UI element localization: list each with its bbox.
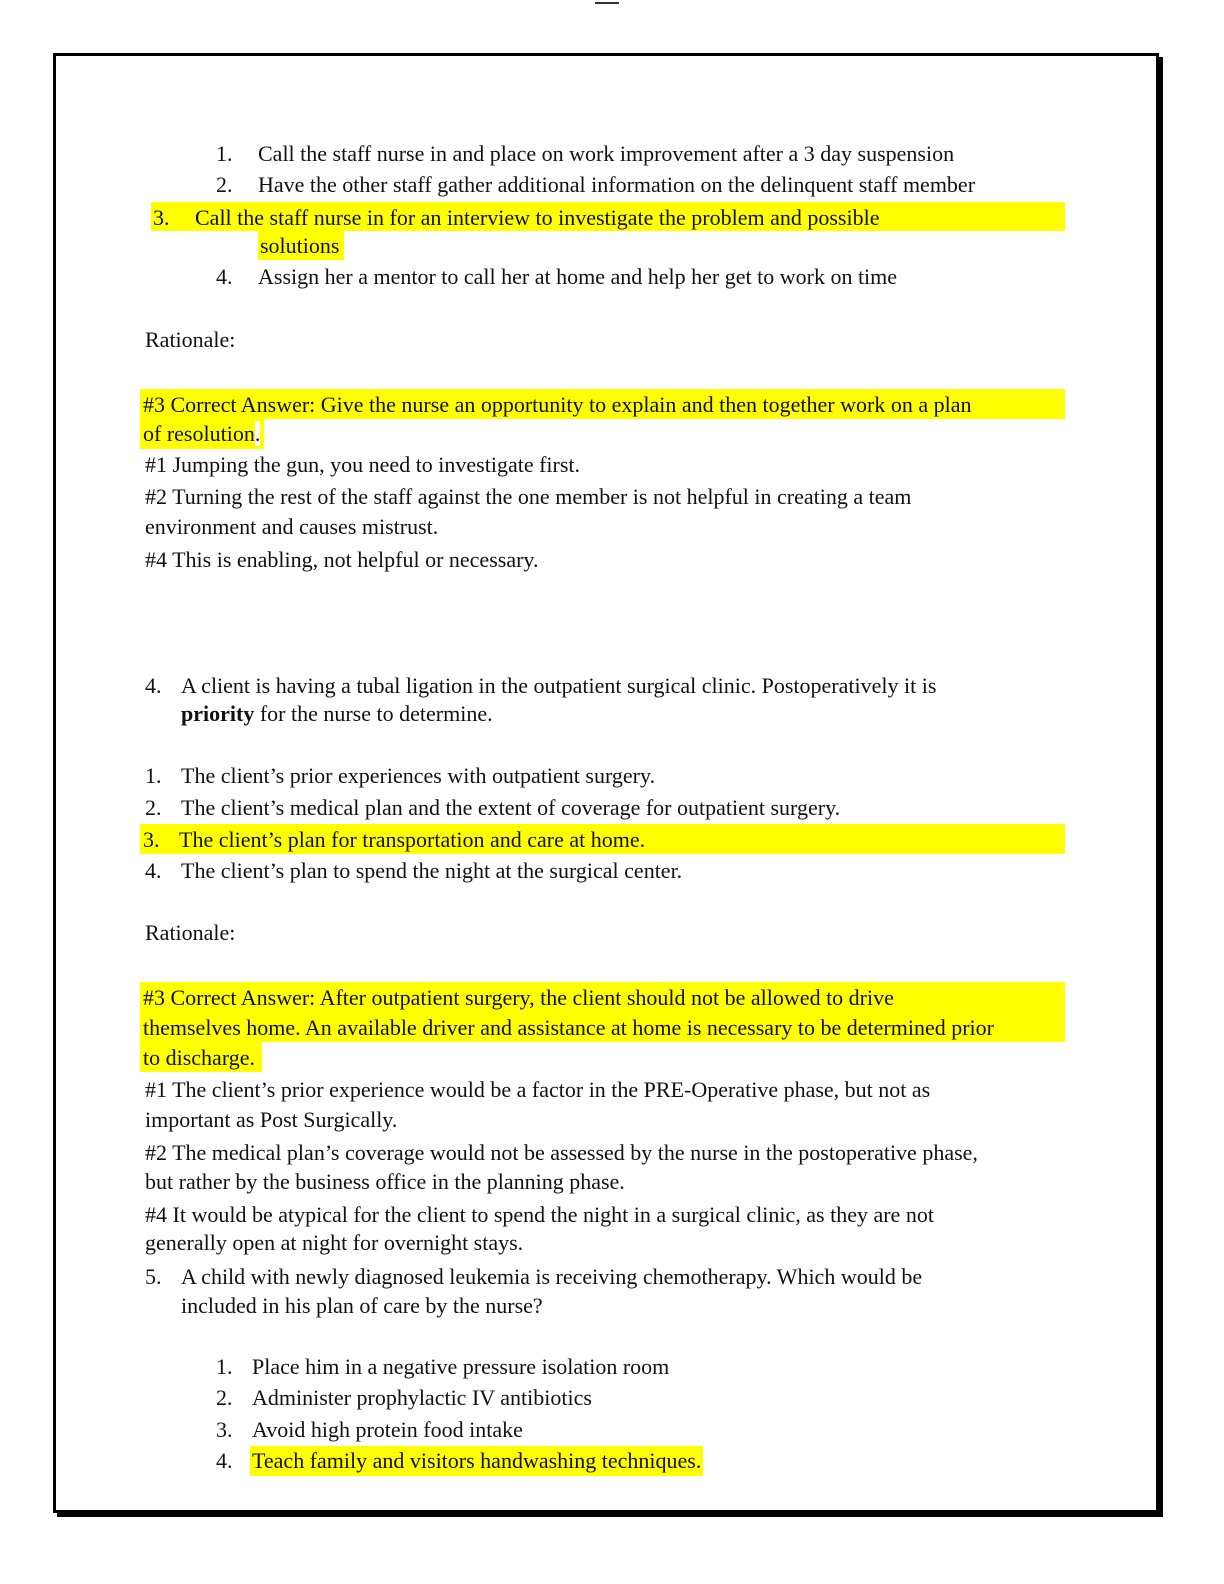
q4-correct-answer-line2: themselves home. An available driver and assistance at home is necessary to be determined prior <box>143 1015 994 1040</box>
q4-correct-answer-line1: #3 Correct Answer: After outpatient surgery, the client should not be allowed to drive <box>143 985 894 1010</box>
q5-option-4-number: 4. <box>216 1448 233 1473</box>
q5-stem-line2: included in his plan of care by the nurse? <box>181 1293 543 1318</box>
q3-option-4-number: 4. <box>216 264 233 289</box>
q4-option-1-number: 1. <box>145 763 162 788</box>
q4-option-4-text: The client’s plan to spend the night at the surgical center. <box>181 858 683 883</box>
q5-number: 5. <box>145 1264 162 1289</box>
q3-rationale-label: Rationale: <box>145 327 236 352</box>
q4-correct-answer-line3: to discharge. <box>143 1045 256 1070</box>
q5-option-3-number: 3. <box>216 1417 233 1442</box>
q4-rationale-label: Rationale: <box>145 920 236 945</box>
q3-option-3-number: 3. <box>153 205 170 230</box>
q4-option-3-number: 3. <box>143 827 160 852</box>
q5-option-2-number: 2. <box>216 1385 233 1410</box>
q3-rationale-4: #4 This is enabling, not helpful or necessary. <box>145 547 539 572</box>
q4-option-3-text: The client’s plan for transportation and care at home. <box>179 827 646 852</box>
q3-option-1-number: 1. <box>216 141 233 166</box>
q4-rationale-2-line1: #2 The medical plan’s coverage would not be assessed by the nurse in the postoperative phase, <box>145 1140 978 1165</box>
q4-stem-line2: priority for the nurse to determine. <box>181 701 493 726</box>
q4-rationale-2-line2: but rather by the business office in the planning phase. <box>145 1169 625 1194</box>
q4-option-1-text: The client’s prior experiences with outpatient surgery. <box>181 763 656 788</box>
q3-option-3-text-line1: Call the staff nurse in for an interview to investigate the problem and possible <box>195 205 880 230</box>
q4-stem-line1: A client is having a tubal ligation in the outpatient surgical clinic. Postoperatively it is <box>181 673 937 698</box>
top-page-mark <box>595 2 619 4</box>
q5-option-3-text: Avoid high protein food intake <box>252 1417 523 1442</box>
q5-option-1-number: 1. <box>216 1354 233 1379</box>
q4-rationale-1-line1: #1 The client’s prior experience would be a factor in the PRE-Operative phase, but not as <box>145 1077 931 1102</box>
q5-option-1-text: Place him in a negative pressure isolation room <box>252 1354 670 1379</box>
q4-rationale-4-line2: generally open at night for overnight stays. <box>145 1230 524 1255</box>
q3-rationale-2-line1: #2 Turning the rest of the staff against the one member is not helpful in creating a team <box>145 484 912 509</box>
q4-number: 4. <box>145 673 162 698</box>
q5-option-4-text: Teach family and visitors handwashing techniques. <box>250 1446 703 1476</box>
q5-stem-line1: A child with newly diagnosed leukemia is receiving chemotherapy. Which would be <box>181 1264 923 1289</box>
q3-option-3-text-line2: solutions <box>260 233 340 258</box>
q5-option-2-text: Administer prophylactic IV antibiotics <box>252 1385 592 1410</box>
q4-rationale-1-line2: important as Post Surgically. <box>145 1107 398 1132</box>
q4-rationale-4-line1: #4 It would be atypical for the client to spend the night in a surgical clinic, as they are not <box>145 1202 934 1227</box>
q4-stem-priority: priority <box>181 701 255 726</box>
q3-correct-answer-line2: of resolution. <box>143 421 261 446</box>
q3-option-2-number: 2. <box>216 172 233 197</box>
q4-option-2-number: 2. <box>145 795 162 820</box>
q4-option-2-text: The client’s medical plan and the extent of coverage for outpatient surgery. <box>181 795 841 820</box>
q3-rationale-2-line2: environment and causes mistrust. <box>145 514 439 539</box>
q3-correct-answer-line1: #3 Correct Answer: Give the nurse an opportunity to explain and then together work on a plan <box>143 392 972 417</box>
q3-option-4-text: Assign her a mentor to call her at home and help her get to work on time <box>258 264 898 289</box>
q4-option-4-number: 4. <box>145 858 162 883</box>
q3-rationale-1: #1 Jumping the gun, you need to investigate first. <box>145 452 581 477</box>
q3-option-1-text: Call the staff nurse in and place on work improvement after a 3 day suspension <box>258 141 955 166</box>
q3-option-2-text: Have the other staff gather additional information on the delinquent staff member <box>258 172 976 197</box>
